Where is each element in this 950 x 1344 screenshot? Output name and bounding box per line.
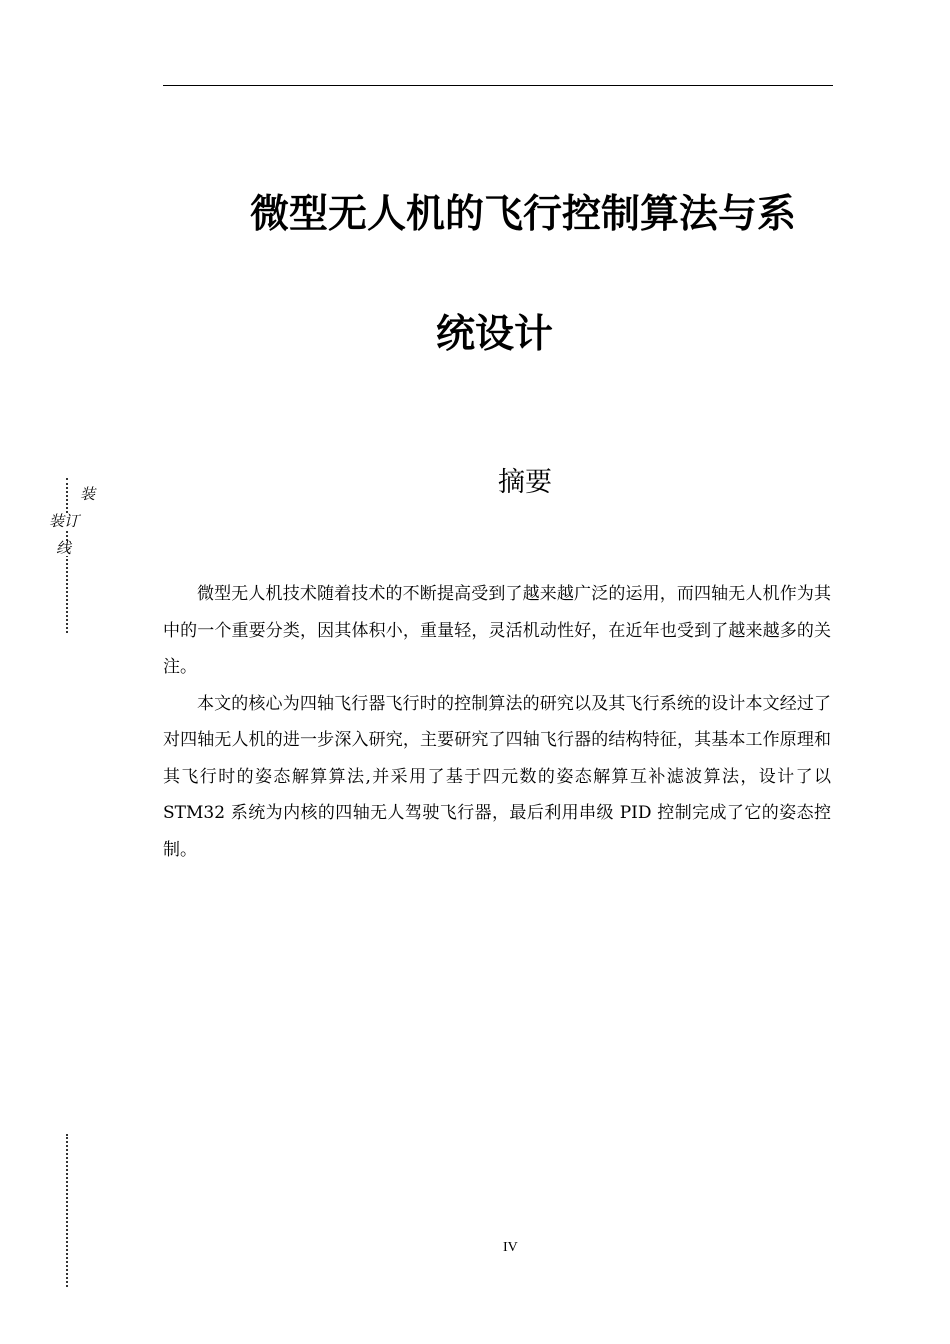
abstract-body — [163, 576, 831, 868]
binding-line-bottom — [66, 1134, 68, 1287]
document-title-line-1: 微型无人机的飞行控制算法与系 — [250, 192, 797, 237]
binding-label-3: 线 — [56, 539, 72, 557]
binding-label-1: 装 — [80, 485, 96, 503]
binding-label-2: 装订 — [49, 512, 80, 530]
abstract-paragraph-1: 微型无人机技术随着技术的不断提高受到了越来越广泛的运用，而四轴无人机作为其中的一个重要分类，因其体积小，重量轻，灵活机动性好，在近年也受到了越来越多的关注。 — [163, 584, 831, 677]
page-number: IV — [503, 1240, 518, 1255]
abstract-heading: 摘要 — [498, 467, 552, 498]
document-title-line-2: 统设计 — [436, 312, 554, 357]
header-rule — [163, 85, 833, 86]
abstract-paragraph-2: 本文的核心为四轴飞行器飞行时的控制算法的研究以及其飞行系统的设计本文经过了对四轴无人机的进一步深入研究，主要研究了四轴飞行器的结构特征，其基本工作原理和其飞行时的姿态解算算法,并采用了基于四元数的姿态解算互补滤波算法，设计了以 STM32 系统为内核的四轴无人驾驶飞行器，最后利用串级 PID 控制完成了它的姿态控制。 — [163, 693, 831, 860]
